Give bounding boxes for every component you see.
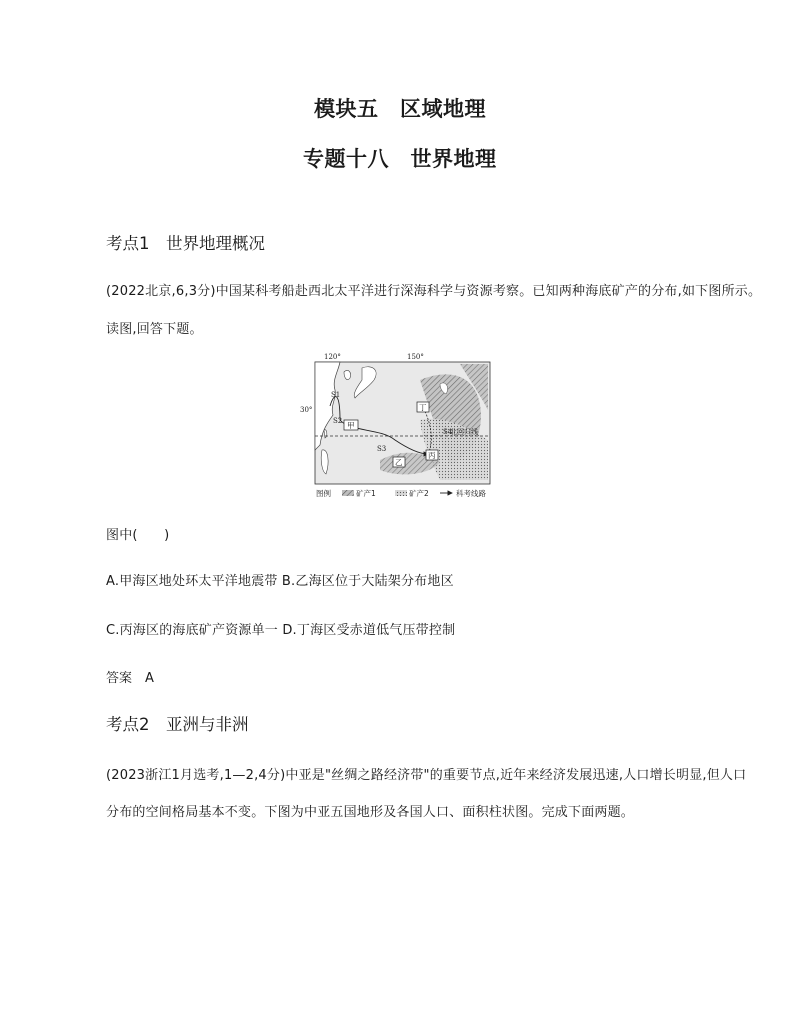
station-label-s1: S1 — [331, 391, 341, 399]
zone-label-jia: 甲 — [347, 421, 355, 430]
legend-swatch-mineral-1 — [342, 490, 354, 496]
legend-title: 图例 — [316, 489, 331, 498]
zone-label-yi: 乙 — [395, 458, 403, 467]
legend-label-mineral-1: 矿产1 — [356, 489, 376, 498]
zone-label-ding: 丁 — [419, 403, 427, 412]
zone-label-bing: 丙 — [428, 451, 436, 460]
options-line-2: C.丙海区的海底矿产资源单一 D.丁海区受赤道低气压带控制 — [106, 623, 456, 638]
topic-title: 专题十八 世界地理 — [303, 147, 497, 171]
module-title: 模块五 区域地理 — [314, 97, 486, 121]
station-label-s4: S4 — [443, 428, 453, 436]
lon-label-150: 150° — [407, 353, 424, 361]
question-intro-1-line1: (2022北京,6,3分)中国某科考船赴西北太平洋进行深海科学与资源考察。已知两种海底矿产的分布,如下图所示。 — [106, 284, 762, 299]
section-title-1: 考点1 世界地理概况 — [106, 234, 265, 253]
ocean-map-figure — [300, 350, 500, 500]
map-svg — [300, 350, 500, 500]
legend-label-route: 科考线路 — [456, 489, 486, 498]
section-title-2: 考点2 亚洲与非洲 — [106, 715, 249, 734]
options-line-1: A.甲海区地处环太平洋地震带 B.乙海区位于大陆架分布地区 — [106, 574, 454, 589]
station-label-s3: S3 — [377, 445, 387, 453]
legend-label-mineral-2: 矿产2 — [409, 489, 429, 498]
station-label-s2: S2 — [333, 417, 343, 425]
tropic-label: 北回归线 — [450, 428, 478, 436]
question-intro-2-line2: 分布的空间格局基本不变。下图为中亚五国地形及各国人口、面积柱状图。完成下面两题。 — [106, 805, 635, 820]
question-intro-1-line2: 读图,回答下题。 — [106, 322, 203, 337]
question-stem-1: 图中( ) — [106, 528, 170, 543]
legend-swatch-mineral-2 — [395, 490, 407, 496]
question-intro-2-line1: (2023浙江1月选考,1—2,4分)中亚是"丝绸之路经济带"的重要节点,近年来经济发展迅速,人口增长明显,但人口 — [106, 768, 747, 783]
lat-label-30: 30° — [300, 406, 313, 414]
lon-label-120: 120° — [324, 353, 341, 361]
answer-1: 答案 A — [106, 671, 154, 686]
